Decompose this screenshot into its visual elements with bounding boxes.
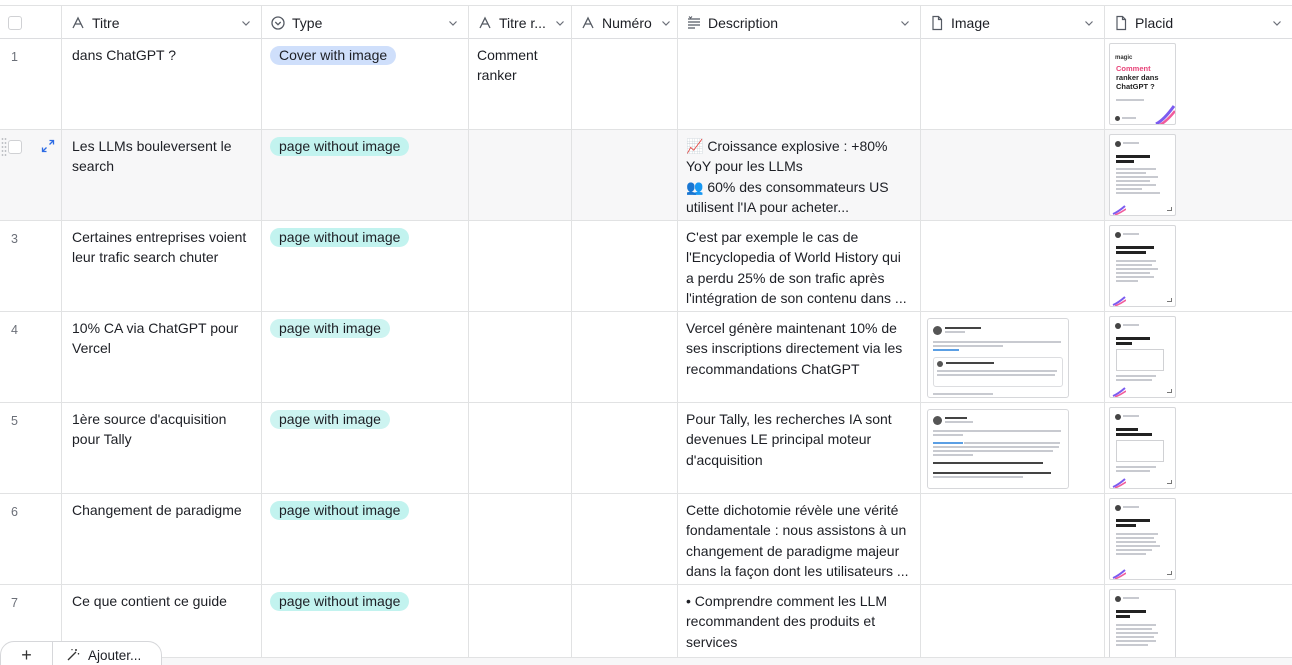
cell-placid[interactable] [1105, 130, 1292, 220]
cell-description[interactable] [678, 130, 921, 220]
row-number: 6 [0, 494, 62, 584]
chevron-down-icon[interactable] [661, 18, 671, 28]
wave-decoration-icon [1112, 567, 1126, 579]
chevron-down-icon[interactable] [900, 18, 910, 28]
cell-titre-r[interactable] [469, 585, 572, 657]
header-label: Titre r... [499, 14, 546, 31]
table-row[interactable] [0, 403, 1292, 494]
cell-numero[interactable] [572, 221, 678, 311]
chevron-down-icon[interactable] [448, 18, 458, 28]
description-text: 📈 Croissance explosive : +80% YoY pour les LLMs 👥 60% des consommateurs US utilisent l'IA pour acheter... [686, 138, 889, 215]
header-titre[interactable] [62, 6, 262, 39]
cell-titre[interactable]: Certaines entreprises voient leur trafic search chuter [62, 221, 262, 311]
placid-page-thumbnail[interactable] [1109, 498, 1176, 580]
tweet-screenshot-thumbnail[interactable] [927, 318, 1069, 398]
cell-image[interactable] [921, 130, 1105, 220]
cell-numero[interactable] [572, 312, 678, 402]
header-label: Description [708, 14, 779, 31]
cell-type[interactable] [262, 403, 469, 493]
description-text: Vercel génère maintenant 10% de ses inscriptions directement via les recommandations ChatGPT [686, 320, 903, 377]
type-pill: page without image [270, 501, 409, 520]
type-pill: page without image [270, 228, 409, 247]
header-select-all[interactable] [0, 6, 62, 39]
attachment-file-icon [1113, 15, 1129, 31]
table-row[interactable] [0, 39, 1292, 130]
cell-titre-r[interactable]: Comment ranker [469, 39, 572, 129]
row-number: 5 [0, 403, 62, 493]
cell-description[interactable] [678, 39, 921, 129]
header-label: Placid [1135, 14, 1174, 31]
cell-titre[interactable]: Changement de paradigme [62, 494, 262, 584]
header-titre-r[interactable] [469, 6, 572, 39]
placid-page-thumbnail[interactable] [1109, 134, 1176, 216]
row-number: 1 [0, 39, 62, 129]
chevron-down-icon[interactable] [1084, 18, 1094, 28]
chevron-down-icon[interactable] [241, 18, 251, 28]
cell-image[interactable] [921, 312, 1105, 402]
cell-description[interactable] [678, 403, 921, 493]
cell-placid[interactable] [1105, 403, 1292, 493]
cell-placid[interactable] [1105, 585, 1292, 657]
cell-titre-r[interactable] [469, 312, 572, 402]
type-pill: page with image [270, 410, 390, 429]
thumb-title-pink: Comment [1116, 64, 1151, 73]
grid-bottom-bar [0, 657, 1292, 665]
placid-page-thumbnail[interactable] [1109, 225, 1176, 307]
cell-image[interactable] [921, 39, 1105, 129]
row-checkbox[interactable] [8, 140, 22, 154]
cell-image[interactable] [921, 221, 1105, 311]
cell-titre[interactable]: dans ChatGPT ? [62, 39, 262, 129]
cell-image[interactable] [921, 585, 1105, 657]
type-pill: page with image [270, 319, 390, 338]
cell-titre-r[interactable] [469, 403, 572, 493]
row-number [0, 130, 62, 220]
placid-page-thumbnail[interactable] [1109, 407, 1176, 489]
header-description[interactable] [678, 6, 921, 39]
cell-placid[interactable] [1105, 494, 1292, 584]
cell-type[interactable] [262, 130, 469, 220]
cell-description[interactable] [678, 494, 921, 584]
cell-titre[interactable]: 10% CA via ChatGPT pour Vercel [62, 312, 262, 402]
cell-type[interactable] [262, 585, 469, 657]
cell-placid[interactable] [1105, 39, 1292, 129]
type-pill: page without image [270, 592, 409, 611]
cell-type[interactable] [262, 494, 469, 584]
drag-handle-icon[interactable] [1, 136, 7, 164]
cell-description[interactable] [678, 585, 921, 657]
header-label: Type [292, 14, 323, 31]
table-row[interactable] [0, 130, 1292, 221]
expand-record-icon[interactable] [40, 138, 56, 154]
header-numero[interactable] [572, 6, 678, 39]
add-record-bar [0, 641, 162, 665]
wave-decoration-icon [1112, 476, 1126, 488]
cell-titre[interactable]: Les LLMs bouleversent le search [62, 130, 262, 220]
tweet-screenshot-thumbnail[interactable] [927, 409, 1069, 489]
wave-decoration-icon [1154, 104, 1176, 125]
row-number: 3 [0, 221, 62, 311]
cell-titre-r[interactable] [469, 494, 572, 584]
row-number: 7 [0, 585, 62, 657]
text-field-icon [477, 15, 493, 31]
header-label: Image [951, 14, 990, 31]
header-type[interactable] [262, 6, 469, 39]
cell-numero[interactable] [572, 494, 678, 584]
row-number: 4 [0, 312, 62, 402]
cell-numero[interactable] [572, 403, 678, 493]
table-row[interactable] [0, 312, 1292, 403]
placid-cover-thumbnail[interactable] [1109, 43, 1176, 125]
text-field-icon [70, 15, 86, 31]
cell-description[interactable] [678, 221, 921, 311]
cell-description[interactable] [678, 312, 921, 402]
cell-numero[interactable] [572, 130, 678, 220]
cell-type[interactable] [262, 221, 469, 311]
description-text: • Comprendre comment les LLM recommandent des produits et services [686, 593, 887, 650]
chevron-down-icon[interactable] [555, 18, 565, 28]
long-text-icon [686, 15, 702, 31]
cell-image[interactable] [921, 403, 1105, 493]
ai-add-label: Ajouter... [88, 647, 142, 663]
cell-placid[interactable] [1105, 221, 1292, 311]
cell-numero[interactable] [572, 39, 678, 129]
header-label: Titre [92, 14, 120, 31]
attachment-file-icon [929, 15, 945, 31]
placid-page-thumbnail[interactable] [1109, 589, 1176, 657]
plus-icon: + [21, 645, 32, 665]
type-pill: page without image [270, 137, 409, 156]
chevron-down-icon[interactable] [1272, 18, 1282, 28]
cell-type[interactable] [262, 39, 469, 129]
thumb-brand: magic [1115, 55, 1133, 61]
thumb-title: ranker dans [1116, 73, 1159, 82]
cell-titre-r[interactable] [469, 130, 572, 220]
header-image[interactable] [921, 6, 1105, 39]
text-field-icon [580, 15, 596, 31]
description-text: C'est par exemple le cas de l'Encyclopedia of World History qui a perdu 25% de son trafic après l'intégration de son contenu dans ... [686, 229, 907, 306]
description-text: Cette dichotomie révèle une vérité fondamentale : nous assistons à un changement de paradigme majeur dans la façon dont les utilisateurs ... [686, 502, 909, 579]
thumb-title: ChatGPT ? [1116, 82, 1155, 91]
grid-header [0, 5, 1292, 39]
single-select-icon [270, 15, 286, 31]
wave-decoration-icon [1112, 385, 1126, 397]
cell-titre[interactable]: 1ère source d'acquisition pour Tally [62, 403, 262, 493]
wave-decoration-icon [1112, 203, 1126, 215]
table-row[interactable] [0, 585, 1292, 657]
header-label: Numéro [602, 14, 652, 31]
cell-titre-r[interactable] [469, 221, 572, 311]
type-pill: Cover with image [270, 46, 396, 65]
magic-wand-icon [65, 647, 81, 663]
placid-page-thumbnail[interactable] [1109, 316, 1176, 398]
cell-image[interactable] [921, 494, 1105, 584]
ai-add-button[interactable] [57, 642, 141, 665]
cell-type[interactable] [262, 312, 469, 402]
cell-placid[interactable] [1105, 312, 1292, 402]
header-placid[interactable] [1105, 6, 1292, 39]
select-all-checkbox[interactable] [8, 16, 22, 30]
table-row[interactable] [0, 221, 1292, 312]
description-text: Pour Tally, les recherches IA sont devenues LE principal moteur d'acquisition [686, 411, 892, 468]
wave-decoration-icon [1112, 294, 1126, 306]
cell-numero[interactable] [572, 585, 678, 665]
table-row[interactable] [0, 494, 1292, 585]
add-record-button[interactable] [1, 642, 53, 665]
cell-titre[interactable]: Ce que contient ce guide [62, 585, 262, 657]
